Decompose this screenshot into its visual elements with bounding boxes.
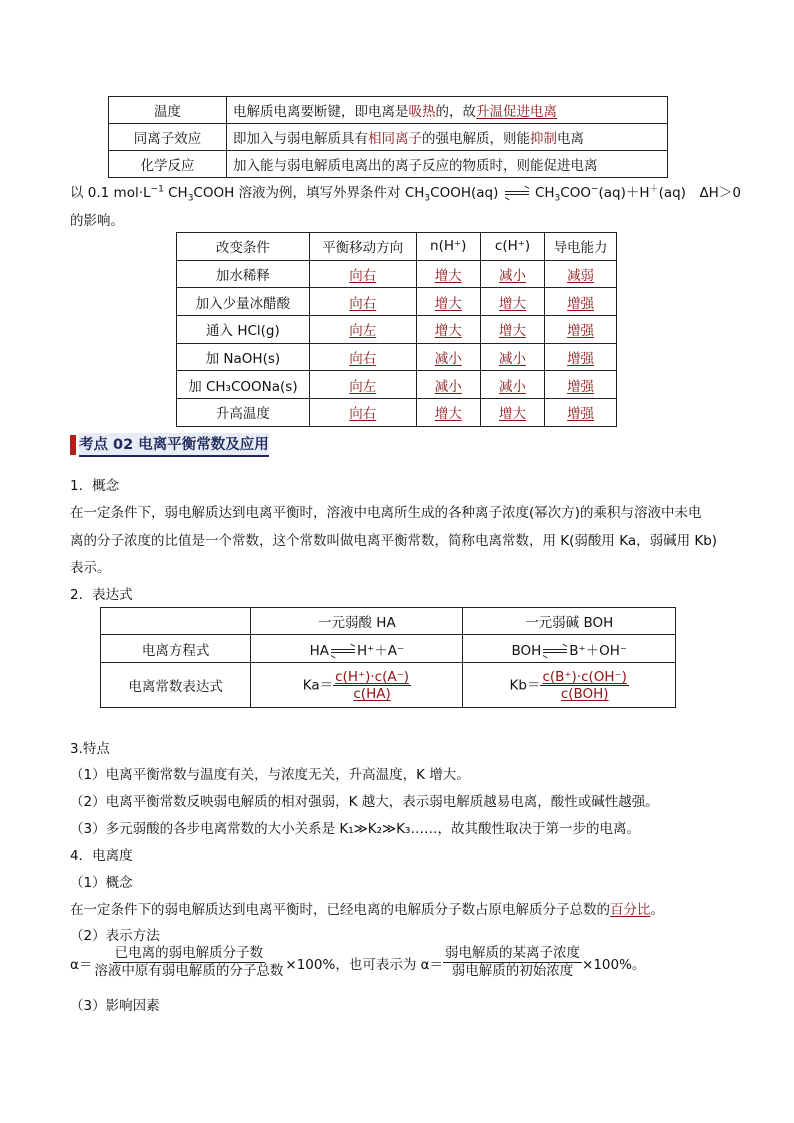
answer-cell: 向右 <box>309 343 416 371</box>
table-row <box>177 260 617 288</box>
factor-name: 温度 <box>109 97 227 124</box>
col-base: 一元弱碱 BOH <box>463 608 676 635</box>
equilibrium-arrow-icon <box>543 647 567 655</box>
intro-line-1: 以 0.1 $mol\cdot L^{-1}$ $CH_3COOH$ 溶液为例，填写外界条件对 $CH_3COOH(aq)$ $CH_3COO^-(aq)+H^+(aq)$ ΔH＞0 <box>70 184 741 204</box>
answer-cell: 增大 <box>416 399 480 427</box>
s4-p1: 在一定条件下的弱电解质达到电离平衡时，已经电离的电解质分子数占原电解质分子总数的百分比。 <box>70 902 664 918</box>
condition-cell: 加入少量冰醋酸 <box>177 288 310 316</box>
table-row <box>177 399 617 427</box>
s3-item-1: （1）电离平衡常数与温度有关，与浓度无关，升高温度，K 增大。 <box>70 767 470 783</box>
table-header: n(H⁺) <box>416 233 480 261</box>
s1-p1: 在一定条件下，弱电解质达到电离平衡时，溶液中电离所生成的各种离子浓度(幂次方)的乘积与溶液中未电 <box>70 505 702 521</box>
section-heading <box>70 434 269 456</box>
kb-expression: Kb＝ $\frac{c(B^+)\cdot c(OH^-)}{\text{c(BOH)}}$ <box>463 663 676 708</box>
answer-cell: 减小 <box>480 260 544 288</box>
condition-cell: 加 NaOH(s) <box>177 343 310 371</box>
answer-cell: 向左 <box>309 371 416 399</box>
answer-cell: 增大 <box>480 399 544 427</box>
factor-desc: 电解质电离要断键，即电离是吸热的，故升温促进电离 <box>227 97 668 124</box>
s3-title: 3.特点 <box>70 741 110 757</box>
factor-desc: 加入能与弱电解质电离出的离子反应的物质时，则能促进电离 <box>227 151 668 178</box>
factor-name: 化学反应 <box>109 151 227 178</box>
answer-cell: 增大 <box>480 316 544 344</box>
table-header: c(H⁺) <box>480 233 544 261</box>
factor-row <box>109 151 668 178</box>
answer-cell: 增强 <box>545 399 617 427</box>
answer-cell: 减小 <box>480 343 544 371</box>
s4-sub3: （3）影响因素 <box>70 998 160 1014</box>
s3-item-3: （3）多元弱酸的各步电离常数的大小关系是 K₁≫K₂≫K₃……，故其酸性取决于第一步的电离。 <box>70 821 640 837</box>
intro-line-2: 的影响。 <box>70 213 124 229</box>
alpha-formula: α＝ $\frac{\text{已电离的弱电解质分子数}}{\text{溶液中原有弱电解质的分子总数}}$ ×100%，也可表示为 α＝ $\frac{\text{弱电解质的某离子浓度}}{\text{弱电解质的初始浓度}}$ ×100%。 <box>70 945 646 979</box>
answer-cell: 向右 <box>309 288 416 316</box>
answer-percentage: 百分比 <box>610 902 651 918</box>
condition-cell: 通入 HCl(g) <box>177 316 310 344</box>
condition-cell: 升高温度 <box>177 399 310 427</box>
answer-cell: 增强 <box>545 371 617 399</box>
table-header: 平衡移动方向 <box>309 233 416 261</box>
answer-cell: 减小 <box>416 371 480 399</box>
equilibrium-arrow-icon <box>505 189 529 197</box>
answer-cell: 增强 <box>545 316 617 344</box>
s1-p2: 离的分子浓度的比值是一个常数，这个常数叫做电离平衡常数，简称电离常数，用 K(弱酸用 Ka，弱碱用 Kb) <box>70 533 718 549</box>
answer-cell: 减小 <box>480 371 544 399</box>
acid-equation: HA H⁺＋A⁻ <box>251 635 463 663</box>
answer-cell: 向右 <box>309 399 416 427</box>
equilibrium-arrow-icon <box>331 647 355 655</box>
s3-item-2: （2）电离平衡常数反映弱电解质的相对强弱，K 越大，表示弱电解质越易电离，酸性或碱性越强。 <box>70 794 659 810</box>
base-equation: BOH B⁺＋OH⁻ <box>463 635 676 663</box>
factor-row <box>109 124 668 151</box>
s1-p3: 表示。 <box>70 560 111 576</box>
answer-cell: 增大 <box>480 288 544 316</box>
s4-sub2: （2）表示方法 <box>70 928 160 944</box>
table-row <box>177 288 617 316</box>
col-acid: 一元弱酸 HA <box>251 608 463 635</box>
answer-cell: 增强 <box>545 288 617 316</box>
answer-cell: 向右 <box>309 260 416 288</box>
table-header: 改变条件 <box>177 233 310 261</box>
answer-cell: 减弱 <box>545 260 617 288</box>
table-header: 导电能力 <box>545 233 617 261</box>
factor-table <box>108 96 668 178</box>
condition-cell: 加水稀释 <box>177 260 310 288</box>
table-row <box>177 316 617 344</box>
answer-cell: 增大 <box>416 316 480 344</box>
answer-cell: 增大 <box>416 288 480 316</box>
s1-title: 1．概念 <box>70 478 120 494</box>
factor-desc: 即加入与弱电解质具有相同离子的强电解质，则能抑制电离 <box>227 124 668 151</box>
factor-name: 同离子效应 <box>109 124 227 151</box>
expression-table <box>100 607 676 708</box>
answer-cell: 向左 <box>309 316 416 344</box>
condition-cell: 加 CH₃COONa(s) <box>177 371 310 399</box>
ka-expression: Ka＝ $\frac{c(H^+)\cdot c(A^-)}{c(HA)}$ <box>251 663 463 708</box>
s4-title: 4．电离度 <box>70 848 133 864</box>
answer-cell: 减小 <box>416 343 480 371</box>
factor-row <box>109 97 668 124</box>
row-constant: 电离常数表达式 <box>101 663 251 708</box>
table-row <box>177 371 617 399</box>
row-equation: 电离方程式 <box>101 635 251 663</box>
s4-sub1: （1）概念 <box>70 875 133 891</box>
section-title: 考点 02 电离平衡常数及应用 <box>79 433 269 457</box>
table-row <box>177 343 617 371</box>
heading-bar-icon <box>70 435 76 455</box>
s2-title: 2．表达式 <box>70 587 133 603</box>
answer-cell: 增强 <box>545 343 617 371</box>
condition-effect-table <box>176 232 617 427</box>
answer-cell: 增大 <box>416 260 480 288</box>
